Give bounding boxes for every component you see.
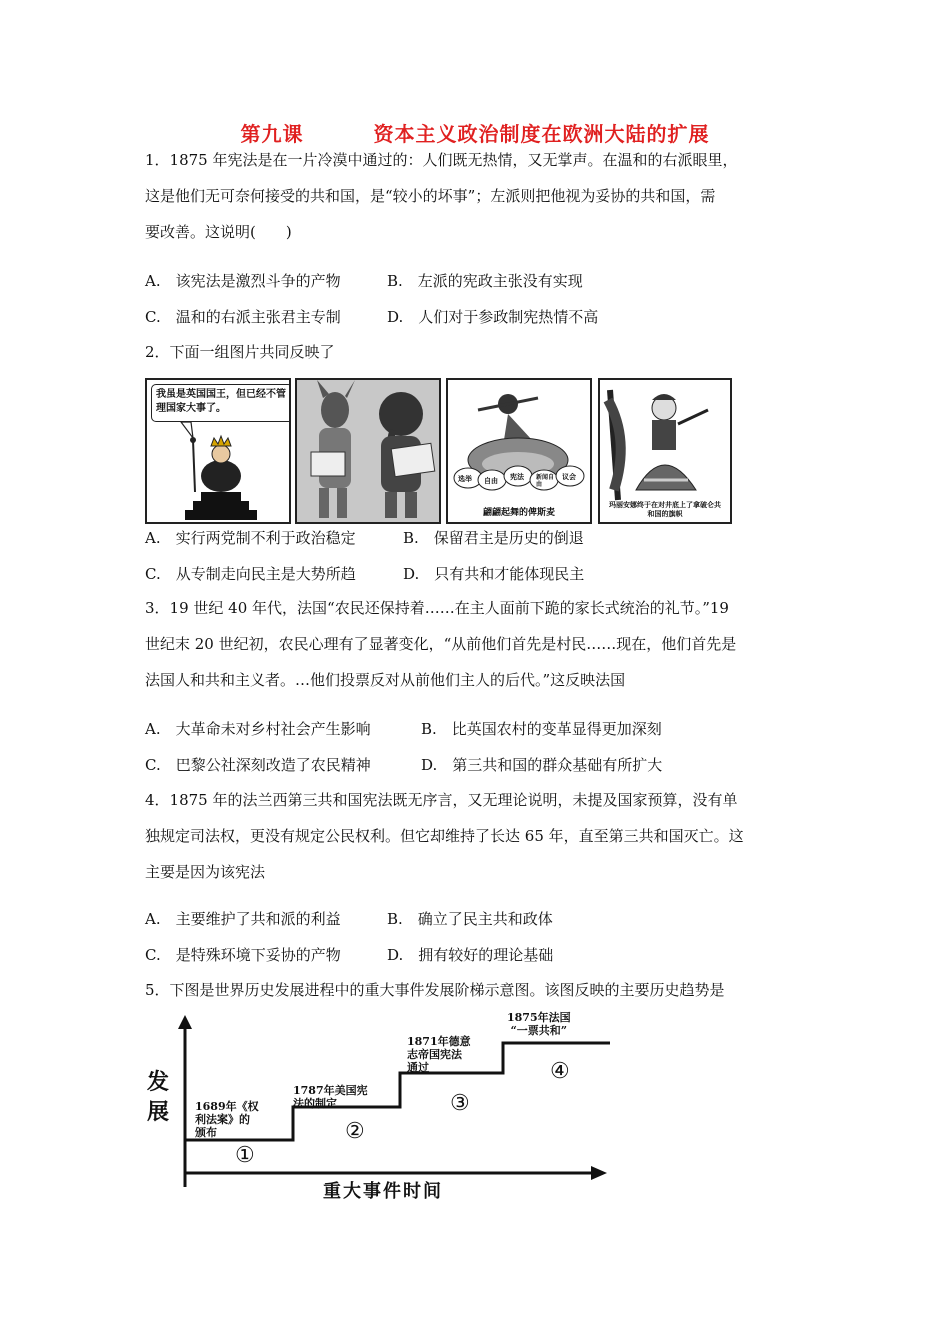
q2-option-b[interactable]: B. 保留君主是历史的倒退 (403, 529, 584, 547)
cartoon-3-caption: 翩翩起舞的俾斯麦 (482, 508, 555, 518)
king-drawing (147, 380, 291, 524)
q1-option-b[interactable]: B. 左派的宪政主张没有实现 (387, 272, 583, 290)
q2-option-d[interactable]: D. 只有共和才能体现民主 (403, 565, 585, 583)
cartoon-marianne (598, 378, 732, 524)
step-1-label: 1689年《权 利法案》的 颁布 (195, 1100, 259, 1139)
question-2-images (145, 378, 745, 524)
step-1-number: ① (235, 1143, 255, 1168)
egg-label-5: 议会 (562, 472, 576, 481)
step-2-label: 1787年美国宪 法的制定 (293, 1084, 368, 1110)
cartoon-dancing-bismarck (446, 378, 592, 524)
question-2-stem: 2．下面一组图片共同反映了 (145, 343, 335, 361)
staircase-diagram (145, 1011, 615, 1205)
q2-option-a[interactable]: A. 实行两党制不利于政治稳定 (145, 529, 356, 547)
step-2-number: ② (345, 1119, 365, 1144)
question-3-options-ab (145, 718, 662, 739)
q3-option-c[interactable]: C. 巴黎公社深刻改造了农民精神 (145, 756, 371, 774)
question-5-stem: 5．下图是世界历史发展进程中的重大事件发展阶梯示意图。该图反映的主要历史趋势是 (145, 981, 725, 999)
q1-option-d[interactable]: D. 人们对于参政制宪热情不高 (387, 308, 599, 326)
step-3-number: ③ (450, 1091, 470, 1116)
q3-option-a[interactable]: A. 大革命未对乡村社会产生影响 (145, 720, 371, 738)
question-2-options-ab (145, 527, 584, 548)
speech-bubble: 我虽是英国国王，但已经不管理国家大事了。 (151, 384, 291, 422)
q1-option-c[interactable]: C. 温和的右派主张君主专制 (145, 308, 341, 326)
q4-option-c[interactable]: C. 是特殊环境下妥协的产物 (145, 946, 341, 964)
egg-label-3: 宪法 (510, 472, 524, 481)
lesson-topic: 资本主义政治制度在欧洲大陆的扩展 (373, 122, 710, 146)
q1-option-a[interactable]: A. 该宪法是激烈斗争的产物 (145, 272, 341, 290)
y-axis-label: 发 展 (147, 1069, 170, 1125)
question-1-options-ab (145, 270, 583, 291)
step-4-label: 1875年法国 “一票共和” (507, 1011, 571, 1037)
question-3-options-cd (145, 754, 662, 775)
cartoon-4-caption: 玛丽安娜终于在对井底上了拿破仑共和国的旗帜 (609, 500, 721, 518)
q4-option-b[interactable]: B. 确立了民主共和政体 (387, 910, 553, 928)
question-4-stem: 4．1875 年的法兰西第三共和国宪法既无序言，又无理论说明，未提及国家预算，没有单 独规定司法权，更没有规定公民权利。但它却维持了长达 65 年，直至第三共和国灭亡。这 主要是因为该宪法 (145, 791, 744, 881)
q3-option-b[interactable]: B. 比英国农村的变革显得更加深刻 (421, 720, 662, 738)
bismarck-drawing (448, 380, 590, 522)
question-3-stem: 3．19 世纪 40 年代，法国“农民还保持着……在主人面前下跪的家长式统治的礼节。”19 世纪末 20 世纪初，农民心理有了显著变化，“从前他们首先是村民……现在，他们首先是 法国人和共和主义者。…他们投票反对从前他们主人的后代。”这反映法国 (145, 599, 737, 689)
q4-option-a[interactable]: A. 主要维护了共和派的利益 (145, 910, 341, 928)
question-4-options-cd (145, 944, 553, 965)
question-4-options-ab (145, 908, 553, 929)
egg-label-4: 新闻自由 (536, 474, 555, 488)
step-4-number: ④ (550, 1059, 570, 1084)
q4-option-d[interactable]: D. 拥有较好的理论基础 (387, 946, 554, 964)
step-3-label: 1871年德意 志帝国宪法 通过 (407, 1035, 471, 1074)
lesson-number: 第九课 (240, 122, 304, 146)
q2-option-c[interactable]: C. 从专制走向民主是大势所趋 (145, 565, 356, 583)
x-axis-label: 重大事件时间 (323, 1181, 443, 1202)
question-1-stem: 1．1875 年宪法是在一片冷漠中通过的：人们既无热情，又无掌声。在温和的右派眼里， 这是他们无可奈何接受的共和国，是“较小的坏事”；左派则把他视为妥协的共和国，需 要改善。这说明( ) (145, 151, 738, 241)
question-1-options-cd (145, 306, 598, 327)
donkey-elephant-drawing (297, 380, 439, 522)
cartoon-english-king (145, 378, 291, 524)
q3-option-d[interactable]: D. 第三共和国的群众基础有所扩大 (421, 756, 663, 774)
question-2-options-cd (145, 563, 584, 584)
cartoon-donkey-elephant (295, 378, 441, 524)
egg-label-1: 选举 (458, 474, 472, 483)
egg-label-2: 自由 (484, 476, 498, 485)
